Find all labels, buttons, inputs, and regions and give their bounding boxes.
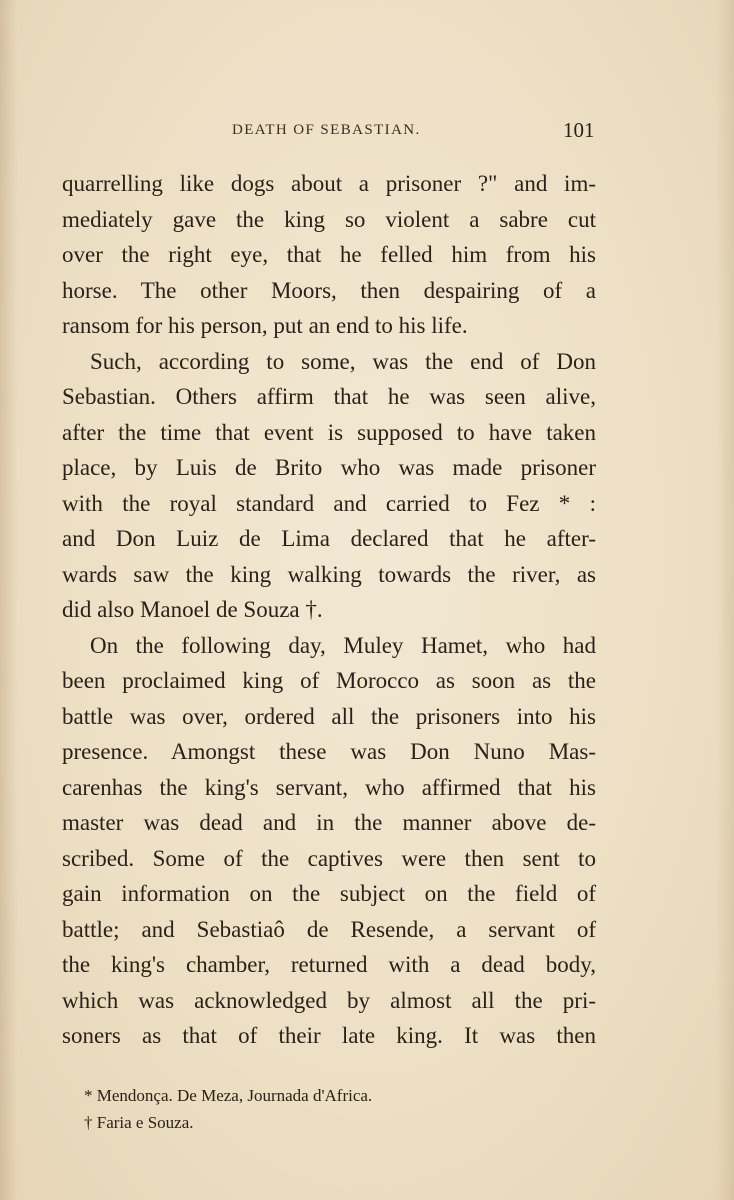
running-title: DEATH OF SEBASTIAN. <box>232 122 421 138</box>
text-line: which was acknowledged by almost all the pri- <box>62 987 596 1013</box>
text-line: ransom for his person, put an end to his life. <box>62 313 468 338</box>
footnote: † Faria e Souza. <box>84 1113 194 1132</box>
text-line: and Don Luiz de Lima declared that he after- <box>62 526 596 551</box>
text-line: presence. Amongst these was Don Nuno Mas- <box>62 739 596 764</box>
text-line: battle was over, ordered all the prisoners into his <box>62 703 596 729</box>
text-line: over the right eye, that he felled him from his <box>62 242 596 267</box>
text-line: scribed. Some of the captives were then sent to <box>62 845 596 871</box>
text-line: been proclaimed king of Morocco as soon as the <box>62 668 596 693</box>
text-line: soners as that of their late king. It was then <box>62 1023 596 1048</box>
text-line: Sebastian. Others affirm that he was seen alive, <box>62 384 596 409</box>
text-line: the king's chamber, returned with a dead body, <box>62 952 596 977</box>
text-line: carenhas the king's servant, who affirmed that his <box>62 774 596 800</box>
body-text <box>62 166 596 1054</box>
page-edge-shadow <box>716 0 734 1200</box>
text-line: On the following day, Muley Hamet, who had <box>90 632 596 658</box>
text-line: place, by Luis de Brito who was made prisoner <box>62 455 596 480</box>
text-line: horse. The other Moors, then despairing of a <box>62 277 596 303</box>
page-gutter-shadow <box>0 0 18 1200</box>
text-line: quarrelling like dogs about a prisoner ?" and im- <box>62 171 596 196</box>
text-line: master was dead and in the manner above de- <box>62 810 596 835</box>
footnotes <box>62 1082 602 1136</box>
text-line: gain information on the subject on the field of <box>62 881 596 906</box>
text-line: did also Manoel de Souza †. <box>62 597 323 622</box>
text-line: battle; and Sebastiaô de Resende, a servant of <box>62 916 596 942</box>
text-line: with the royal standard and carried to Fez * : <box>62 490 596 516</box>
page-number: 101 <box>563 118 595 142</box>
footnote: * Mendonça. De Meza, Journada d'Africa. <box>84 1086 373 1105</box>
running-header <box>0 118 734 142</box>
text-line: Such, according to some, was the end of Don <box>90 348 596 374</box>
text-line: mediately gave the king so violent a sabre cut <box>62 206 596 232</box>
text-line: after the time that event is supposed to have taken <box>62 419 596 445</box>
text-line: wards saw the king walking towards the river, as <box>62 561 596 587</box>
